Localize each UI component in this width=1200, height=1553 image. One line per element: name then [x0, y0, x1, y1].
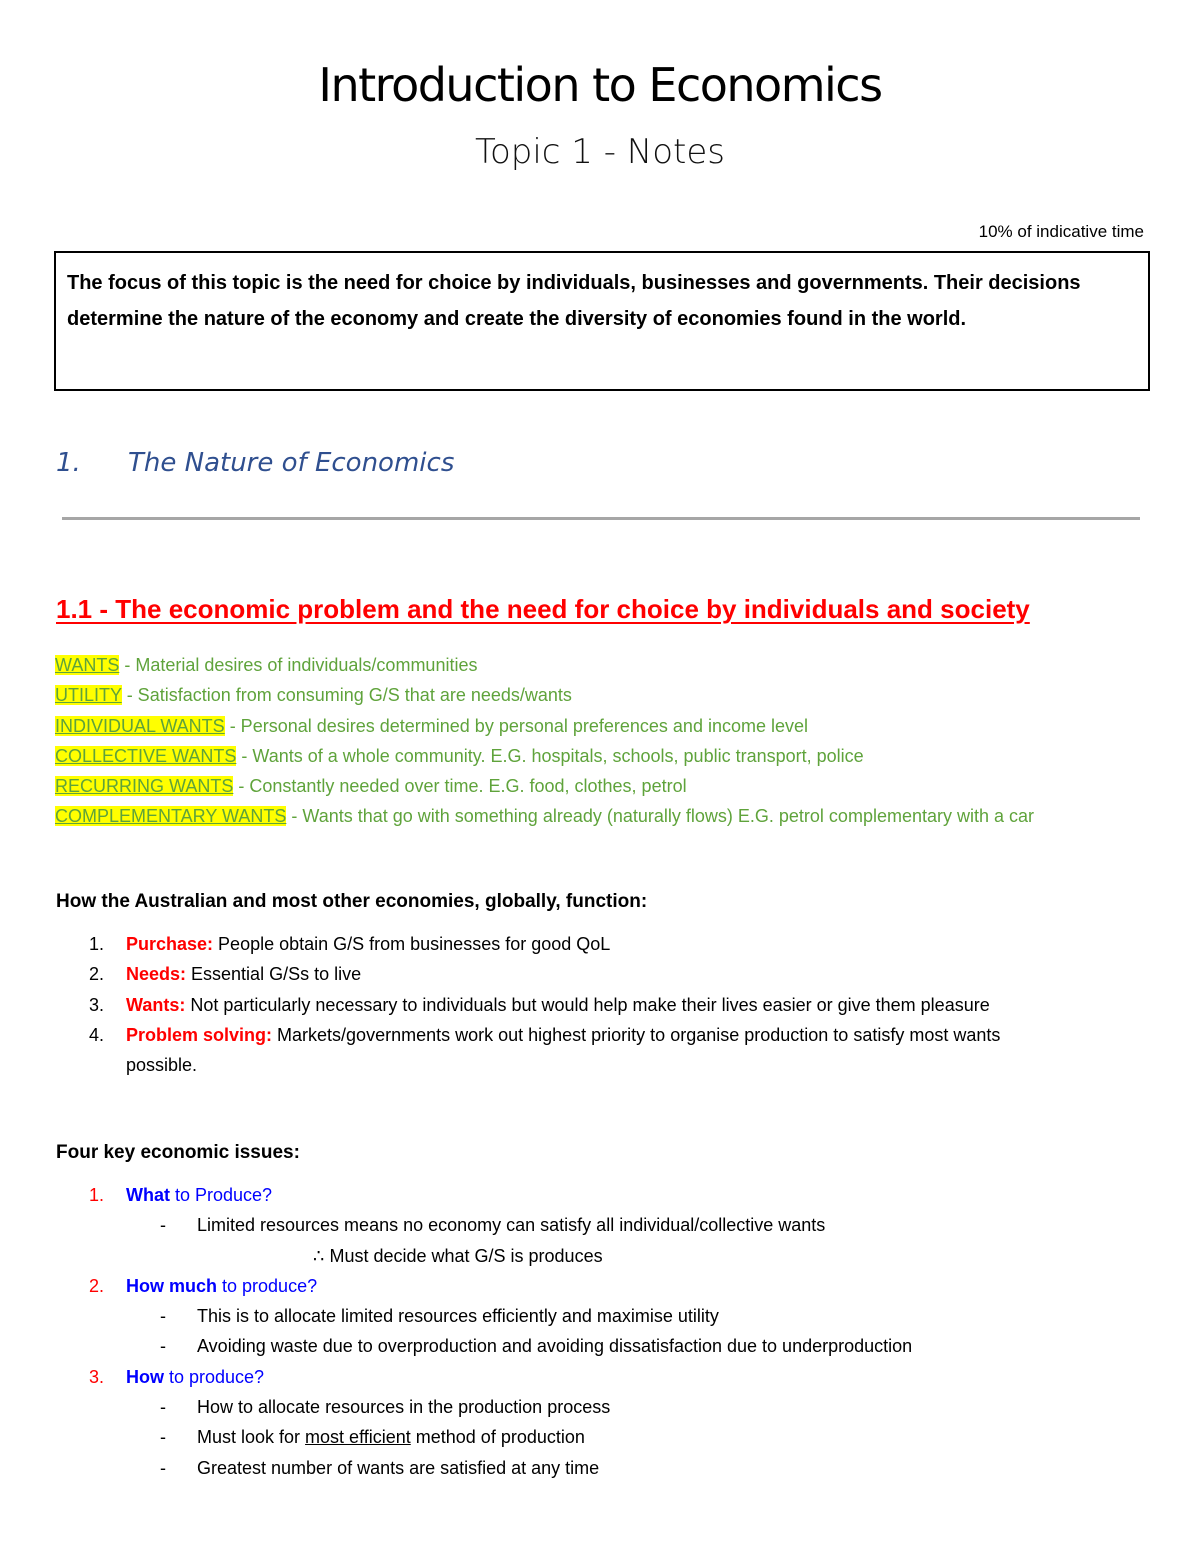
issue-text: to Produce?: [170, 1185, 273, 1205]
definition-desc: - Constantly needed over time. E.G. food, clothes, petrol: [233, 776, 687, 797]
definition-term: UTILITY: [55, 685, 122, 706]
point-text: Avoiding waste due to overproduction and avoiding dissatisfaction due to underproduction: [197, 1336, 913, 1357]
issue-point: [56, 1392, 1156, 1422]
list-item: [56, 929, 1156, 959]
list-item: [56, 959, 1156, 989]
issue-keyword: How: [126, 1366, 164, 1387]
definition-item: [55, 741, 1034, 771]
definitions-list: [55, 650, 1034, 832]
issue-item: [56, 1271, 1156, 1301]
indicative-time-note: 10% of indicative time: [978, 222, 1144, 241]
focus-box: The focus of this topic is the need for choice by individuals, businesses and governments. Their decisions determine the nature of the economy and create the diversity of economies found in the world.: [54, 251, 1150, 391]
issue-text: to produce?: [217, 1275, 318, 1296]
definition-desc: - Wants of a whole community. E.G. hospitals, schools, public transport, police: [236, 745, 864, 766]
section-heading: [56, 448, 454, 478]
definition-term: RECURRING WANTS: [55, 776, 234, 797]
issue-point: [56, 1210, 1156, 1240]
list-item: [56, 990, 1156, 1020]
list-number: 4.: [89, 1024, 105, 1045]
document-title: Introduction to Economics: [318, 58, 882, 112]
item-label: Purchase:: [126, 934, 214, 954]
dash-bullet: -: [160, 1215, 166, 1236]
dash-bullet: -: [160, 1427, 166, 1448]
definition-item: [55, 680, 1034, 710]
issue-point: [56, 1422, 1156, 1452]
list-item: [56, 1020, 1156, 1081]
point-text: Limited resources means no economy can satisfy all individual/collective wants: [197, 1215, 826, 1236]
issue-item: [56, 1180, 1156, 1210]
item-label: Wants:: [126, 994, 186, 1015]
underlined-text: most efficient: [305, 1427, 411, 1448]
dash-bullet: -: [160, 1336, 166, 1357]
definition-item: [55, 801, 1034, 831]
list-number: 3.: [89, 994, 105, 1015]
definition-desc: - Personal desires determined by personal preferences and income level: [224, 715, 808, 736]
point-text: This is to allocate limited resources efficiently and maximise utility: [197, 1306, 719, 1327]
item-label: Problem solving:: [126, 1024, 273, 1045]
subsection-heading: 1.1 - The economic problem and the need for choice by individuals and society: [56, 594, 1030, 624]
definition-term: COLLECTIVE WANTS: [55, 745, 237, 766]
list-number: 1.: [89, 934, 105, 954]
therefore-line: ∴ Must decide what G/S is produces: [313, 1245, 603, 1266]
issues-list: [56, 1180, 1156, 1483]
dash-bullet: -: [160, 1457, 166, 1478]
definition-term: WANTS: [55, 655, 120, 675]
point-text: Greatest number of wants are satisfied at any time: [197, 1457, 600, 1478]
issue-item: [56, 1362, 1156, 1392]
definition-item: [55, 711, 1034, 741]
document-subtitle: Topic 1 - Notes: [474, 132, 726, 172]
item-text: Essential G/Ss to live: [186, 964, 362, 985]
list-number: 1.: [89, 1185, 105, 1205]
issue-keyword: How much: [126, 1275, 218, 1296]
item-text: Not particularly necessary to individuals but would help make their lives easier or give them pleasure: [185, 994, 990, 1015]
issue-point: [56, 1331, 1156, 1361]
point-text: Must look for: [197, 1427, 306, 1448]
point-text: method of production: [410, 1427, 585, 1448]
section-number: 1.: [56, 448, 81, 478]
section-title: The Nature of Economics: [128, 448, 455, 478]
definition-term: INDIVIDUAL WANTS: [55, 715, 225, 736]
point-text: How to allocate resources in the production process: [197, 1397, 611, 1418]
issue-text: to produce?: [164, 1366, 265, 1387]
list-number: 2.: [89, 964, 105, 985]
definition-desc: - Wants that go with something already (naturally flows) E.G. petrol complementary with a car: [286, 806, 1035, 827]
function-heading: How the Australian and most other economies, globally, function:: [56, 891, 648, 912]
issues-heading: Four key economic issues:: [56, 1142, 300, 1163]
definition-desc: - Satisfaction from consuming G/S that are needs/wants: [121, 685, 572, 706]
function-list: [56, 929, 1156, 1080]
definition-item: [55, 771, 1034, 801]
issue-keyword: What: [126, 1185, 170, 1205]
list-number: 3.: [89, 1366, 105, 1387]
item-text: Markets/governments work out highest priority to organise production to satisfy most wants: [272, 1024, 1001, 1045]
definition-term: COMPLEMENTARY WANTS: [55, 806, 287, 827]
issue-point: [56, 1453, 1156, 1483]
issue-point: [56, 1301, 1156, 1331]
list-number: 2.: [89, 1275, 105, 1296]
horizontal-rule: [62, 517, 1140, 520]
definition-item: [55, 650, 1034, 680]
dash-bullet: -: [160, 1306, 166, 1327]
dash-bullet: -: [160, 1397, 166, 1418]
item-text: People obtain G/S from businesses for good QoL: [213, 934, 611, 954]
definition-desc: - Material desires of individuals/communities: [119, 655, 478, 675]
item-label: Needs:: [126, 964, 187, 985]
item-text-continuation: possible.: [126, 1055, 198, 1076]
